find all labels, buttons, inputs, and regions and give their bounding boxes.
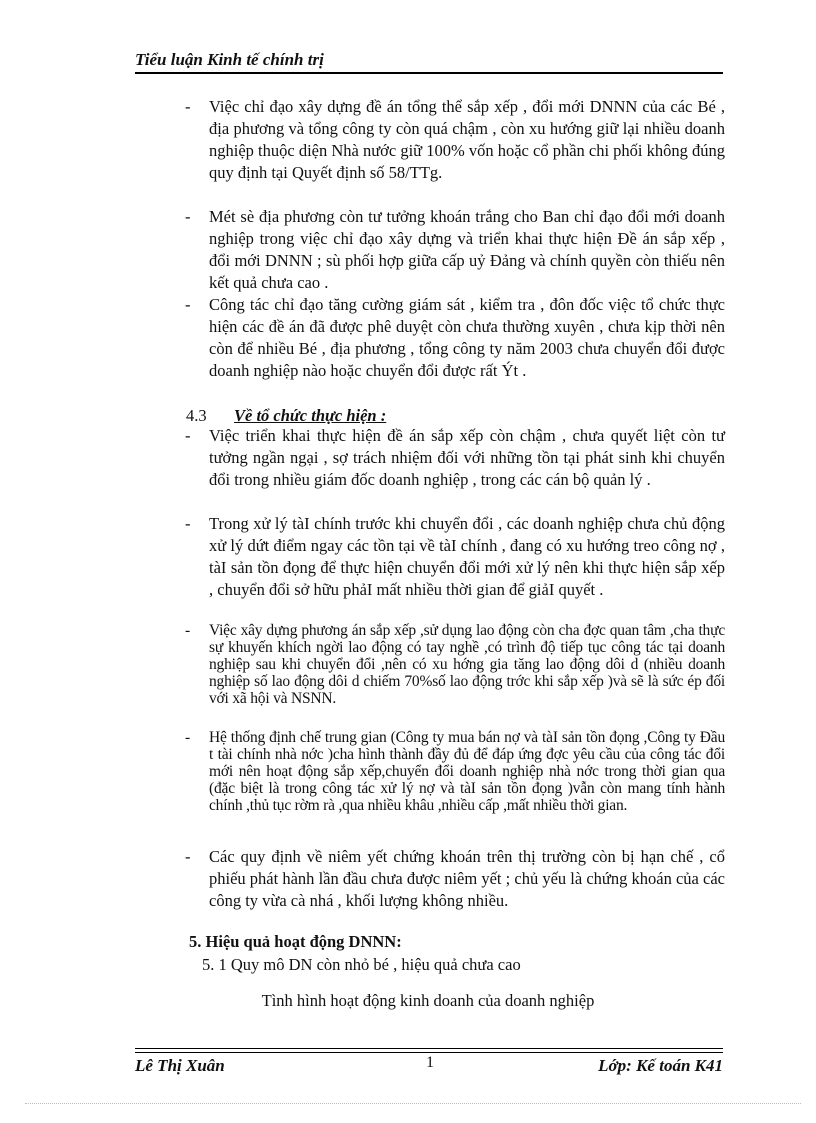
list-item-text: Việc triển khai thực hiện đề án sắp xếp còn chậm , chưa quyết liệt còn tư tưởng ngần ngại , sợ trách nhiệm đối với những tồn tại phát sinh khi chuyển đổi trong nhiều giám đốc doanh nghiệp , trong các cán bộ quản lý . (209, 426, 725, 489)
bullet-dash: - (185, 729, 190, 746)
list-item-text: Việc chỉ đạo xây dựng đề án tổng thể sắp xếp , đổi mới DNNN của các Bé , địa phương và tổng công ty còn quá chậm , còn xu hướng giữ lại nhiều doanh nghiệp thuộc diện Nhà nước giữ 100% vốn hoặc cổ phần chi phối không đúng quy định tại Quyết định số 58/TTg. (209, 97, 726, 182)
header-rule (135, 72, 723, 74)
bullet-dash: - (185, 97, 191, 116)
header-title: Tiểu luận Kinh tế chính trị (135, 50, 324, 69)
bullet-dash: - (185, 426, 191, 445)
table-caption: Tình hình hoạt động kinh doanh của doanh nghiệp (261, 991, 595, 1010)
list-item-text: Trong xử lý tàI chính trước khi chuyển đổi , các doanh nghiệp chưa chủ động xử lý dứt điểm ngay các tồn tại về tàI chính , đang có xu hướng treo công nợ , tàI sản tồn đọng để thực hiện chuyển đổi mới xử lý nên khi thực hiện sắp xếp , chuyển đổi sở hữu phảI mất nhiều thời gian để giảI quyết . (209, 514, 725, 599)
section-heading-5: 5. Hiệu quả hoạt động DNNN: (189, 932, 402, 951)
list-item-text: Công tác chỉ đạo tăng cường giám sát , kiểm tra , đôn đốc việc tổ chức thực hiện các đề án đã được phê duyệt còn chưa thường xuyên , chưa kịp thời nên còn để nhiều Bé , địa phương , tổng công ty năm 2003 chưa chuyển đổi được doanh nghiệp nào hoặc chuyển đổi được rất Ýt . (209, 295, 725, 380)
bullet-dash: - (185, 207, 191, 226)
section-title: Về tổ chức thực hiện : (234, 406, 387, 425)
list-item-text: Hệ thống định chế trung gian (Công ty mua bán nợ và tàI sản tồn đọng ,Công ty Đầu t tài chính nhà nớc )cha hình thành đầy đủ để đáp ứng đợc yêu cầu của công tác đổi mới nên hoạt động sắp xếp,chuyển đổi doanh nghiệp nhà nớc trong thời gian qua (đặc biệt là trong công tác xử lý nợ và tàI sản tồn đọng )vẫn còn mang tính hành chính ,thủ tục rờm rà ,qua nhiều khâu ,nhiều cấp ,mất nhiều thời gian. (209, 729, 725, 814)
list-item (185, 846, 725, 912)
subsection-5-1: 5. 1 Quy mô DN còn nhỏ bé , hiệu quả chưa cao (202, 955, 521, 974)
list-item (185, 622, 725, 707)
bullet-dash: - (185, 514, 191, 533)
bullet-dash: - (185, 622, 190, 639)
list-item-text: Mét sè địa phương còn tư tưởng khoán trắng cho Ban chỉ đạo đổi mới doanh nghiệp trong việc chỉ đạo xây dựng và triển khai thực hiện Đề án sắp xếp , đổi mới DNNN ; sù phối hợp giữa cấp uỷ Đảng và chính quyền còn thiếu nên kết quả chưa cao . (209, 207, 725, 292)
footer-rule (135, 1048, 723, 1049)
footer-author: Lê Thị Xuân (135, 1056, 225, 1075)
page-edge-divider (25, 1103, 801, 1104)
list-item (185, 729, 725, 814)
list-item (185, 425, 725, 491)
bullet-dash: - (185, 847, 191, 866)
list-item (185, 206, 725, 294)
footer-class: Lớp: Kế toán K41 (598, 1056, 723, 1075)
section-number: 4.3 (186, 406, 207, 425)
list-item (185, 96, 725, 184)
list-item (185, 294, 725, 382)
list-item-text: Các quy định về niêm yết chứng khoán trên thị trường còn bị hạn chế , cổ phiếu phát hành lần đầu chưa được niêm yết ; chủ yếu là chứng khoán của các công ty vừa cà nhá , khối lượng không nhiều. (209, 847, 725, 910)
bullet-dash: - (185, 295, 191, 314)
section-heading-4-3 (186, 406, 386, 426)
page-number: 1 (426, 1054, 434, 1071)
footer-rule (135, 1052, 723, 1053)
list-item-text: Việc xây dựng phương án sắp xếp ,sử dụng lao động còn cha đợc quan tâm ,cha thực sự khuyến khích ngời lao động có tay nghề ,có trình độ tiếp tục công tác tại doanh nghiệp sau khi chuyển đổi ,nên có xu hớng gia tăng lao động dôi d (nhiều doanh nghiệp số lao động dôi d chiếm 70%số lao động trớc khi sắp xếp )và sẽ là sức ép đối với xã hội và NSNN. (209, 622, 725, 707)
list-item (185, 513, 725, 601)
